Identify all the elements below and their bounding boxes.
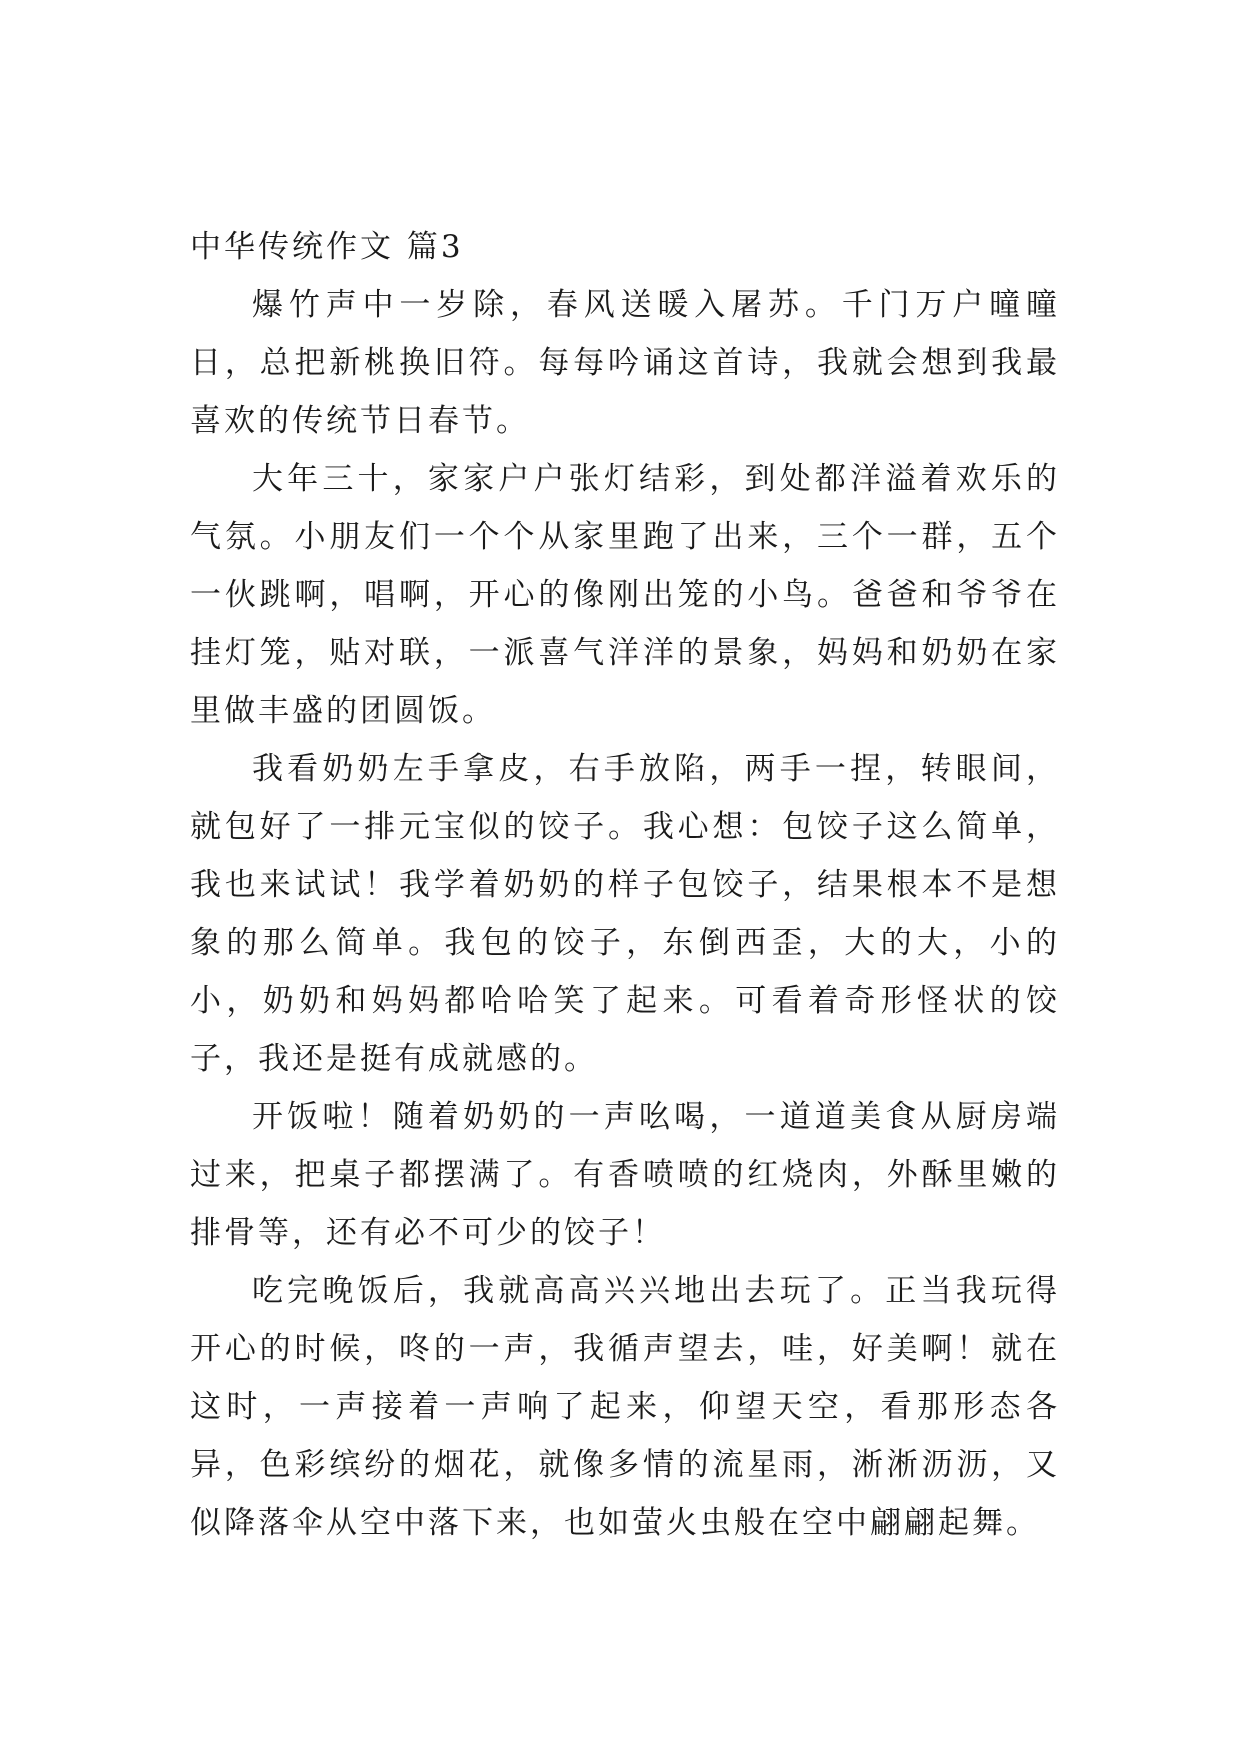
- paragraph-4: 开饭啦！随着奶奶的一声吆喝，一道道美食从厨房端过来，把桌子都摆满了。有香喷喷的红烧肉，外酥里嫩的排骨等，还有必不可少的饺子！: [190, 1099, 1060, 1251]
- paragraph-2: 大年三十，家家户户张灯结彩，到处都洋溢着欢乐的气氛。小朋友们一个个从家里跑了出来，三个一群，五个一伙跳啊，唱啊，开心的像刚出笼的小鸟。爸爸和爷爷在挂灯笼，贴对联，一派喜气洋洋的景象，妈妈和奶奶在家里做丰盛的团圆饭。: [190, 461, 1060, 729]
- paragraph-3: 我看奶奶左手拿皮，右手放陷，两手一捏，转眼间，就包好了一排元宝似的饺子。我心想：包饺子这么简单，我也来试试！我学着奶奶的样子包饺子，结果根本不是想象的那么简单。我包的饺子，东倒西歪，大的大，小的小，奶奶和妈妈都哈哈笑了起来。可看着奇形怪状的饺子，我还是挺有成就感的。: [190, 751, 1060, 1077]
- article-body: [190, 218, 1060, 1552]
- paragraph-1: 爆竹声中一岁除，春风送暖入屠苏。千门万户曈曈日，总把新桃换旧符。每每吟诵这首诗，我就会想到我最喜欢的传统节日春节。: [190, 287, 1060, 439]
- paragraph-5: 吃完晚饭后，我就高高兴兴地出去玩了。正当我玩得开心的时候，咚的一声，我循声望去，哇，好美啊！就在这时，一声接着一声响了起来，仰望天空，看那形态各异，色彩缤纷的烟花，就像多情的流星雨，淅淅沥沥，又似降落伞从空中落下来，也如萤火虫般在空中翩翩起舞。: [190, 1273, 1060, 1541]
- article-title: 中华传统作文 篇3: [190, 229, 464, 265]
